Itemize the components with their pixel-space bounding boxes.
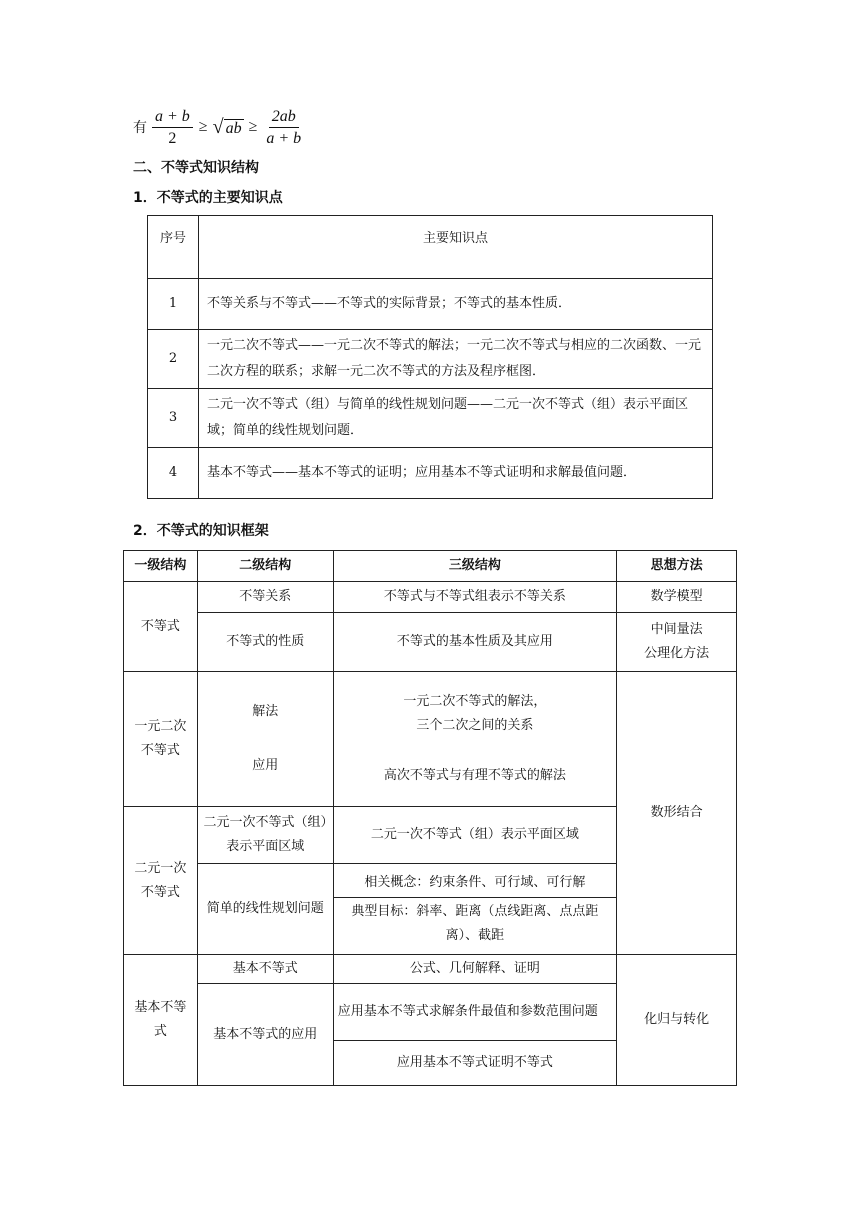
radical-icon: √ — [212, 115, 224, 138]
row-text: 基本不等式——基本不等式的证明；应用基本不等式证明和求解最值问题． — [199, 448, 713, 499]
method-cell: 数形结合 — [617, 672, 737, 955]
level1-line: 不等式 — [140, 884, 180, 900]
arithmetic-mean-fraction — [152, 107, 193, 148]
level2-line: 解法 — [252, 704, 279, 719]
level2-cell: 不等关系 — [197, 582, 333, 613]
level1-cell: 不等式 — [124, 582, 198, 672]
level3-line: 三个二次之间的关系 — [416, 718, 534, 733]
subsection-heading: 1．不等式的主要知识点 — [133, 190, 283, 206]
table-row — [148, 279, 713, 330]
level3-cell: 二元一次不等式（组）表示平面区域 — [333, 807, 617, 864]
level1-cell: 基本不等式 — [124, 955, 198, 1086]
row-text: 二元一次不等式（组）与简单的线性规划问题——二元一次不等式（组）表示平面区域；简单的线性规划问题． — [199, 389, 713, 448]
method-line: 公理化方法 — [644, 646, 710, 661]
level1-cell — [124, 672, 198, 807]
method-cell: 数学模型 — [617, 582, 737, 613]
section-heading: 二、不等式知识结构 — [133, 160, 259, 176]
table-row — [124, 582, 737, 613]
header-cell-method: 思想方法 — [617, 551, 737, 582]
level1-line: 一元二次 — [134, 719, 187, 734]
header-cell-level3: 三级结构 — [333, 551, 617, 582]
table-header-row — [148, 216, 713, 279]
fraction-numerator: 2ab — [269, 107, 299, 128]
row-number: 2 — [148, 330, 199, 389]
level2-cell: 基本不等式的应用 — [197, 984, 333, 1086]
level2-cell: 基本不等式 — [197, 955, 333, 984]
level1-line: 不等式 — [140, 743, 180, 758]
level3-cell: 应用基本不等式证明不等式 — [333, 1041, 617, 1086]
formula-prefix: 有 — [133, 120, 147, 136]
table-header-row — [124, 551, 737, 582]
sqrt-argument: ab — [225, 119, 242, 137]
header-cell-points: 主要知识点 — [199, 216, 713, 279]
level1-line: 二元一次 — [134, 860, 187, 876]
method-line: 中间量法 — [650, 622, 703, 637]
table-row — [148, 448, 713, 499]
level3-cell — [333, 672, 617, 807]
level3-line: 典型目标：斜率、距离（点线距离、点点距离）、截距 — [351, 903, 599, 943]
harmonic-mean-fraction — [263, 107, 304, 148]
level2-cell: 不等式的性质 — [197, 613, 333, 672]
inequality-formula — [133, 104, 307, 150]
row-text: 不等关系与不等式——不等式的实际背景；不等式的基本性质． — [199, 279, 713, 330]
level3-line: 一元二次不等式的解法， — [403, 694, 547, 709]
method-cell — [617, 613, 737, 672]
level2-line: 应用 — [252, 758, 279, 773]
level3-cell — [333, 864, 617, 955]
knowledge-points-table — [147, 215, 713, 499]
fraction-numerator: a + b — [152, 107, 193, 128]
level3-cell: 应用基本不等式求解条件最值和参数范围问题 — [333, 984, 617, 1041]
knowledge-framework-table — [123, 550, 737, 1086]
fraction-denominator: 2 — [168, 129, 177, 147]
geometric-mean-sqrt — [213, 117, 244, 138]
level2-cell: 二元一次不等式（组）表示平面区域 — [197, 807, 333, 864]
method-cell: 化归与转化 — [617, 955, 737, 1086]
table-row — [124, 613, 737, 672]
header-cell-level1: 一级结构 — [124, 551, 198, 582]
level2-cell — [197, 672, 333, 807]
level3-cell: 公式、几何解释、证明 — [333, 955, 617, 984]
level1-cell — [124, 807, 198, 955]
geq-symbol: ≥ — [248, 118, 258, 135]
header-cell-number: 序号 — [148, 216, 199, 279]
table-row — [124, 955, 737, 984]
fraction-denominator: a + b — [266, 129, 302, 147]
level3-cell: 不等式与不等式组表示不等关系 — [333, 582, 617, 613]
geq-symbol: ≥ — [198, 118, 208, 135]
row-number: 4 — [148, 448, 199, 499]
row-number: 1 — [148, 279, 199, 330]
table-row — [148, 389, 713, 448]
level3-line: 相关概念：约束条件、可行域、可行解 — [334, 869, 617, 898]
level2-cell: 简单的线性规划问题 — [197, 864, 333, 955]
table-row — [148, 330, 713, 389]
subsection-heading: 2．不等式的知识框架 — [133, 523, 269, 539]
level3-cell: 不等式的基本性质及其应用 — [333, 613, 617, 672]
header-cell-level2: 二级结构 — [197, 551, 333, 582]
table-row — [124, 672, 737, 807]
row-number: 3 — [148, 389, 199, 448]
row-text: 一元二次不等式——一元二次不等式的解法；一元二次不等式与相应的二次函数、一元二次方程的联系；求解一元二次不等式的方法及程序框图． — [199, 330, 713, 389]
level3-line: 高次不等式与有理不等式的解法 — [383, 768, 566, 783]
